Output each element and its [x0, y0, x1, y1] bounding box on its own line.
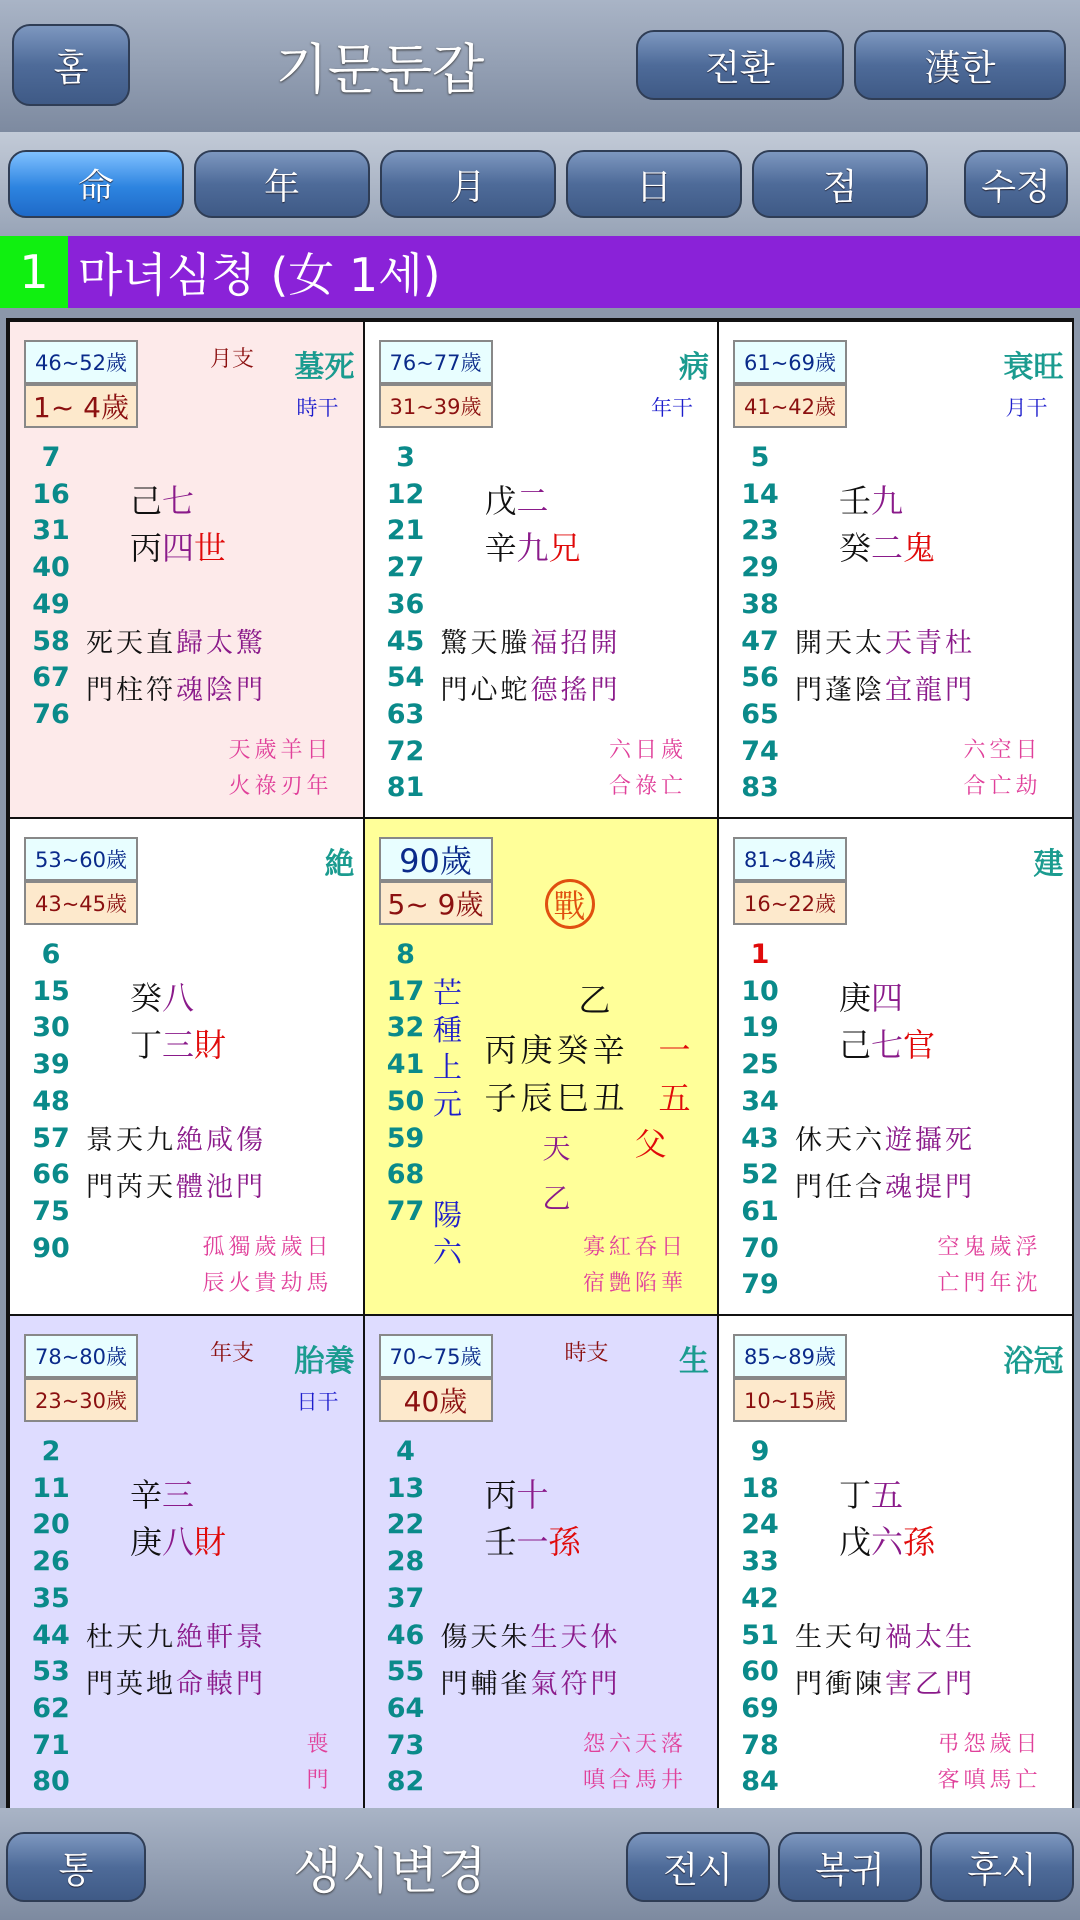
year-number: 64: [386, 1692, 425, 1724]
heaven-number: 七: [162, 482, 195, 520]
palace-6[interactable]: [718, 818, 1073, 1315]
age-range-upper: 61~69歲: [733, 340, 847, 384]
gate-line-1: [441, 1614, 621, 1661]
heaven-stem: 癸: [130, 979, 163, 1017]
year-number: 57: [32, 1122, 70, 1154]
shensha-1: 寡紅呑日: [582, 1235, 687, 1260]
year-number: 76: [32, 698, 70, 730]
age-range-upper: 81~84歲: [733, 837, 847, 881]
year-number: 90: [32, 1232, 70, 1264]
relation-mark: 孫: [548, 1523, 581, 1561]
war-mark: 戰: [545, 879, 595, 929]
shensha-1: 六空日: [963, 738, 1042, 763]
heaven-stem: 辛: [130, 1476, 163, 1514]
center-sub-1: 天: [542, 1132, 571, 1165]
year-number: 72: [386, 735, 425, 767]
gate-chars-1b: 天青杜: [885, 628, 975, 659]
year-number: 10: [741, 975, 779, 1007]
tong-button[interactable]: 통: [6, 1832, 146, 1902]
life-stage: 墓死: [294, 350, 355, 385]
year-number: 7: [41, 442, 61, 473]
gate-chars-1: 死天直: [86, 628, 176, 659]
gate-chars-2b: 體池門: [176, 1172, 266, 1203]
next-time-button[interactable]: 후시: [930, 1832, 1074, 1902]
year-number: 15: [32, 975, 70, 1007]
heaven-stem: 己: [130, 482, 163, 520]
heaven-number: 九: [871, 482, 904, 520]
year-number: 43: [741, 1122, 779, 1154]
gate-chars-1b: 絶軒景: [176, 1622, 266, 1653]
gate-chars-1: 杜天九: [86, 1622, 176, 1653]
tab-divination[interactable]: 점: [752, 150, 928, 218]
year-number: 51: [741, 1619, 779, 1651]
gate-chars-1: 景天九: [86, 1125, 176, 1156]
relation-mark: 孫: [903, 1523, 936, 1561]
earth-stem: 庚: [130, 1523, 163, 1561]
year-number: 30: [32, 1012, 70, 1044]
gate-line-1: [86, 1117, 266, 1164]
palace-grid: [6, 318, 1074, 1808]
year-number: 1: [750, 939, 770, 970]
year-number: 17: [386, 975, 425, 1007]
relation-mark: 鬼: [903, 529, 936, 567]
year-number-list: [26, 937, 76, 1267]
life-stage: 建: [1033, 847, 1064, 882]
year-number: 82: [386, 1766, 425, 1798]
gate-chars-1: 休天六: [795, 1125, 885, 1156]
age-range-upper: 90歲: [379, 837, 493, 881]
shensha-2: 門: [306, 1768, 333, 1793]
earth-stem: 己: [839, 1026, 872, 1064]
year-number: 14: [741, 478, 779, 510]
earth-number: 三: [162, 1026, 195, 1064]
year-number: 65: [741, 698, 779, 730]
shensha-2: 合亡劫: [963, 774, 1042, 799]
father-mark: 父: [634, 1125, 667, 1163]
year-number: 77: [386, 1195, 425, 1227]
heaven-stem: 丁: [839, 1476, 872, 1514]
relation-mark: 世: [194, 529, 227, 567]
year-number: 6: [41, 939, 61, 970]
life-stage: 衰旺: [1003, 350, 1064, 385]
tab-month[interactable]: 月: [380, 150, 556, 218]
gate-chars-1b: 福招開: [530, 628, 621, 659]
solar-term-vertical: [431, 975, 465, 1123]
life-stage: 浴冠: [1003, 1344, 1064, 1379]
branch-label: 月支: [210, 347, 255, 372]
gate-line-2: [795, 667, 975, 714]
year-number: 53: [32, 1656, 70, 1688]
year-number-list: [26, 440, 76, 734]
restore-button[interactable]: 복귀: [778, 1832, 922, 1902]
shensha-2: 客嗔馬亡: [937, 1768, 1042, 1793]
shensha-2: 辰火貴劫馬: [202, 1271, 333, 1296]
app-title: 기문둔갑: [275, 37, 485, 101]
shensha-1: 六日歲: [608, 738, 687, 763]
heaven-number: 三: [162, 1476, 195, 1514]
year-number: 68: [386, 1159, 425, 1191]
year-number: 39: [32, 1049, 70, 1081]
heaven-line: [839, 1472, 903, 1519]
year-number: 18: [741, 1472, 779, 1504]
earth-line: [839, 1519, 935, 1566]
earth-stem: 癸: [839, 529, 872, 567]
year-number: 37: [386, 1582, 425, 1614]
year-number: 38: [741, 588, 779, 620]
gate-chars-2b: 害乙門: [885, 1669, 975, 1700]
year-number-list: [735, 937, 785, 1304]
stem-label: 月干: [1005, 396, 1048, 420]
year-number: 41: [386, 1049, 425, 1081]
gate-chars-1: 傷天朱: [440, 1622, 531, 1653]
solar-term-char: 種: [432, 1013, 462, 1047]
heaven-stem: 庚: [839, 979, 872, 1017]
gate-chars-2b: 宜龍門: [885, 675, 975, 706]
palace-8[interactable]: [364, 1315, 719, 1812]
age-range-lower: 5~ 9歲: [379, 881, 493, 925]
chart-title: 마녀심청 (女 1세): [78, 248, 441, 302]
year-number: 27: [386, 552, 425, 584]
branch-label: 時支: [564, 1341, 609, 1366]
year-number: 36: [386, 588, 425, 620]
stem-label: 日干: [296, 1390, 339, 1414]
life-stage: 絶: [324, 847, 355, 882]
gate-line-1: [795, 620, 975, 667]
stem-label: 時干: [296, 396, 339, 420]
gate-chars-1b: 歸太驚: [176, 628, 266, 659]
solar-term-char: 上: [432, 1050, 462, 1084]
shensha-2: 合祿亡: [608, 774, 687, 799]
life-stage: 胎養: [294, 1344, 355, 1379]
home-button[interactable]: 홈: [12, 24, 130, 106]
year-number: 50: [386, 1085, 425, 1117]
row-mark-1: 一: [658, 1031, 691, 1069]
year-number-list: [735, 1434, 785, 1801]
palace-2[interactable]: [364, 321, 719, 818]
chart-number: 1: [0, 236, 68, 308]
year-number-list: [381, 937, 431, 1231]
age-range-lower: 1~ 4歲: [24, 384, 138, 428]
earth-stem: 壬: [484, 1523, 517, 1561]
year-number: 11: [32, 1472, 70, 1504]
age-range-lower: 40歲: [379, 1378, 493, 1422]
year-number: 31: [32, 515, 70, 547]
branch-label: 年支: [210, 1341, 255, 1366]
gate-line-1: [795, 1614, 975, 1661]
relation-mark: 財: [194, 1026, 227, 1064]
year-number: 80: [32, 1766, 70, 1798]
palace-3[interactable]: [718, 321, 1073, 818]
year-number: 62: [32, 1692, 70, 1724]
year-number: 56: [741, 662, 779, 694]
yuan-vertical: [431, 1197, 465, 1271]
age-range-lower: 41~42歲: [733, 384, 847, 428]
shensha-1: 弔怨歲日: [937, 1732, 1042, 1757]
heaven-line: [839, 975, 903, 1022]
gate-line-2: [441, 1661, 621, 1708]
age-range-lower: 31~39歲: [379, 384, 493, 428]
year-number: 58: [32, 625, 70, 657]
heaven-stem: 丙: [484, 1476, 517, 1514]
year-number: 22: [386, 1509, 425, 1541]
gate-line-2: [86, 667, 266, 714]
gate-line-2: [441, 667, 621, 714]
solar-term-char: 元: [432, 1087, 462, 1121]
year-number: 29: [741, 552, 779, 584]
earth-number: 九: [516, 529, 549, 567]
shensha-2: 亡門年沈: [937, 1271, 1042, 1296]
tab-ming[interactable]: 命: [8, 150, 184, 218]
center-sub-2: 乙: [542, 1182, 571, 1215]
earth-stem: 辛: [484, 529, 517, 567]
year-number: 2: [41, 1436, 61, 1467]
year-number: 12: [386, 478, 425, 510]
earth-line: [485, 1519, 581, 1566]
heaven-line: [839, 478, 903, 525]
year-number: 44: [32, 1619, 70, 1651]
age-range-lower: 16~22歲: [733, 881, 847, 925]
age-range-upper: 76~77歲: [379, 340, 493, 384]
year-number: 5: [750, 442, 770, 473]
year-number: 28: [386, 1546, 425, 1578]
yuan-char: 六: [432, 1235, 462, 1269]
year-number: 59: [386, 1122, 425, 1154]
year-number: 23: [741, 515, 779, 547]
age-range-upper: 70~75歲: [379, 1334, 493, 1378]
stem-row: 丙庚癸辛: [484, 1031, 629, 1069]
heaven-number: 八: [162, 979, 195, 1017]
gate-chars-2: 門心蛇: [440, 675, 531, 706]
year-number: 52: [741, 1159, 779, 1191]
gate-chars-1b: 禍太生: [885, 1622, 975, 1653]
year-number: 8: [396, 939, 415, 970]
year-number-list: [381, 1434, 431, 1801]
palace-1[interactable]: [9, 321, 364, 818]
year-number: 79: [741, 1269, 779, 1301]
earth-line: [839, 1022, 935, 1069]
earth-line: [485, 525, 581, 572]
switch-button[interactable]: 전환: [636, 30, 844, 100]
year-number: 46: [386, 1619, 425, 1651]
gate-chars-2b: 魂提門: [885, 1172, 975, 1203]
shensha-1: 喪: [306, 1732, 333, 1757]
gate-chars-1: 生天句: [795, 1622, 885, 1653]
heaven-number: 十: [516, 1476, 549, 1514]
gate-chars-2b: 魂陰門: [176, 675, 266, 706]
earth-stem: 丙: [130, 529, 163, 567]
year-number: 49: [32, 588, 70, 620]
year-number-list: [735, 440, 785, 807]
palace-9[interactable]: [718, 1315, 1073, 1812]
heaven-line: [130, 1472, 194, 1519]
relation-mark: 兄: [548, 529, 581, 567]
year-number: 67: [32, 662, 70, 694]
year-number: 45: [386, 625, 425, 657]
row-mark-2: 五: [658, 1079, 691, 1117]
year-number: 34: [741, 1085, 779, 1117]
palace-4[interactable]: [9, 818, 364, 1315]
age-range-lower: 23~30歲: [24, 1378, 138, 1422]
gate-line-1: [86, 620, 266, 667]
relation-mark: 財: [194, 1523, 227, 1561]
year-number: 75: [32, 1195, 70, 1227]
age-range-lower: 43~45歲: [24, 881, 138, 925]
year-number: 66: [32, 1159, 70, 1191]
earth-number: 二: [871, 529, 904, 567]
year-number: 70: [741, 1232, 779, 1264]
year-number: 69: [741, 1692, 779, 1724]
life-stage: 生: [679, 1344, 709, 1379]
palace-5[interactable]: [364, 818, 719, 1315]
year-number: 78: [741, 1729, 779, 1761]
age-range-lower: 10~15歲: [733, 1378, 847, 1422]
solar-term-char: 芒: [432, 976, 462, 1010]
shensha-1: 孤獨歲歲日: [202, 1235, 333, 1260]
tab-year[interactable]: 年: [194, 150, 370, 218]
gate-line-2: [795, 1661, 975, 1708]
prev-time-button[interactable]: 전시: [626, 1832, 770, 1902]
heaven-stem: 戊: [484, 482, 517, 520]
life-stage: 病: [679, 350, 709, 385]
gate-chars-2: 門輔雀: [440, 1669, 531, 1700]
year-number: 24: [741, 1509, 779, 1541]
heaven-number: 五: [871, 1476, 904, 1514]
year-number: 32: [386, 1012, 425, 1044]
year-number: 71: [32, 1729, 70, 1761]
year-number: 13: [386, 1472, 425, 1504]
year-number: 33: [741, 1546, 779, 1578]
gate-chars-2b: 氣符門: [530, 1669, 621, 1700]
year-number: 63: [386, 698, 425, 730]
year-number: 20: [32, 1509, 70, 1541]
earth-number: 八: [162, 1523, 195, 1561]
gate-chars-1: 開天太: [795, 628, 885, 659]
shensha-1: 怨六天落: [582, 1732, 687, 1757]
shensha-2: 嗔合馬井: [582, 1768, 687, 1793]
earth-number: 一: [516, 1523, 549, 1561]
gate-chars-2: 門任合: [795, 1172, 885, 1203]
year-number: 35: [32, 1582, 70, 1614]
heaven-line: [485, 1472, 549, 1519]
year-number: 60: [741, 1656, 779, 1688]
year-number: 55: [386, 1656, 425, 1688]
gate-chars-2b: 德搖門: [530, 675, 621, 706]
earth-number: 七: [871, 1026, 904, 1064]
gate-line-1: [86, 1614, 266, 1661]
year-number: 81: [386, 772, 425, 804]
year-number: 16: [32, 478, 70, 510]
year-number: 61: [741, 1195, 779, 1227]
heaven-stem: 壬: [839, 482, 872, 520]
shensha-2: 火祿刃年: [228, 774, 333, 799]
earth-line: [130, 525, 226, 572]
gate-line-1: [795, 1117, 975, 1164]
gate-chars-2: 門英地: [86, 1669, 176, 1700]
year-number: 25: [741, 1049, 779, 1081]
hanja-button[interactable]: 漢한: [854, 30, 1066, 100]
branch-row: 子辰巳丑: [484, 1079, 629, 1117]
age-range-upper: 85~89歲: [733, 1334, 847, 1378]
year-number: 21: [386, 515, 425, 547]
year-number: 3: [396, 442, 415, 473]
center-stem: 乙: [578, 981, 611, 1019]
year-number: 19: [741, 1012, 779, 1044]
year-number: 74: [741, 735, 779, 767]
heaven-line: [130, 478, 194, 525]
earth-number: 四: [162, 529, 195, 567]
time-change-title: 생시변경: [293, 1842, 487, 1900]
palace-7[interactable]: [9, 1315, 364, 1812]
gate-line-1: [441, 620, 621, 667]
gate-chars-2: 門蓬陰: [795, 675, 885, 706]
earth-line: [839, 525, 935, 572]
gate-line-2: [86, 1164, 266, 1211]
gate-chars-2b: 命轅門: [176, 1669, 266, 1700]
year-number: 73: [386, 1729, 425, 1761]
gate-chars-2: 門柱符: [86, 675, 176, 706]
yuan-char: 陽: [432, 1198, 462, 1232]
edit-button[interactable]: 수정: [964, 150, 1068, 218]
earth-stem: 戊: [839, 1523, 872, 1561]
shensha-1: 空鬼歲浮: [937, 1235, 1042, 1260]
age-range-upper: 53~60歲: [24, 837, 138, 881]
gate-chars-2: 門衝陳: [795, 1669, 885, 1700]
earth-number: 六: [871, 1523, 904, 1561]
gate-chars-1b: 遊攝死: [885, 1125, 975, 1156]
year-number: 40: [32, 552, 70, 584]
earth-line: [130, 1519, 226, 1566]
earth-line: [130, 1022, 226, 1069]
relation-mark: 官: [903, 1026, 936, 1064]
gate-line-2: [86, 1661, 266, 1708]
year-number: 42: [741, 1582, 779, 1614]
gate-chars-1: 驚天螣: [440, 628, 531, 659]
tab-day[interactable]: 日: [566, 150, 742, 218]
year-number: 83: [741, 772, 779, 804]
year-number: 26: [32, 1546, 70, 1578]
shensha-2: 宿艶陷華: [582, 1271, 687, 1296]
heaven-number: 四: [871, 979, 904, 1017]
year-number: 9: [750, 1436, 770, 1467]
stem-label: 年干: [651, 396, 693, 420]
gate-chars-1b: 生天休: [530, 1622, 621, 1653]
year-number: 54: [386, 662, 425, 694]
year-number: 48: [32, 1085, 70, 1117]
year-number: 4: [396, 1436, 415, 1467]
heaven-line: [485, 478, 549, 525]
gate-chars-1b: 絶咸傷: [176, 1125, 266, 1156]
heaven-number: 二: [516, 482, 549, 520]
heaven-line: [130, 975, 194, 1022]
year-number-list: [26, 1434, 76, 1801]
gate-chars-2: 門芮天: [86, 1172, 176, 1203]
earth-stem: 丁: [130, 1026, 163, 1064]
age-range-upper: 46~52歲: [24, 340, 138, 384]
shensha-1: 天歲羊日: [228, 738, 333, 763]
gate-line-2: [795, 1164, 975, 1211]
age-range-upper: 78~80歲: [24, 1334, 138, 1378]
year-number: 47: [741, 625, 779, 657]
year-number: 84: [741, 1766, 779, 1798]
year-number-list: [381, 440, 431, 807]
